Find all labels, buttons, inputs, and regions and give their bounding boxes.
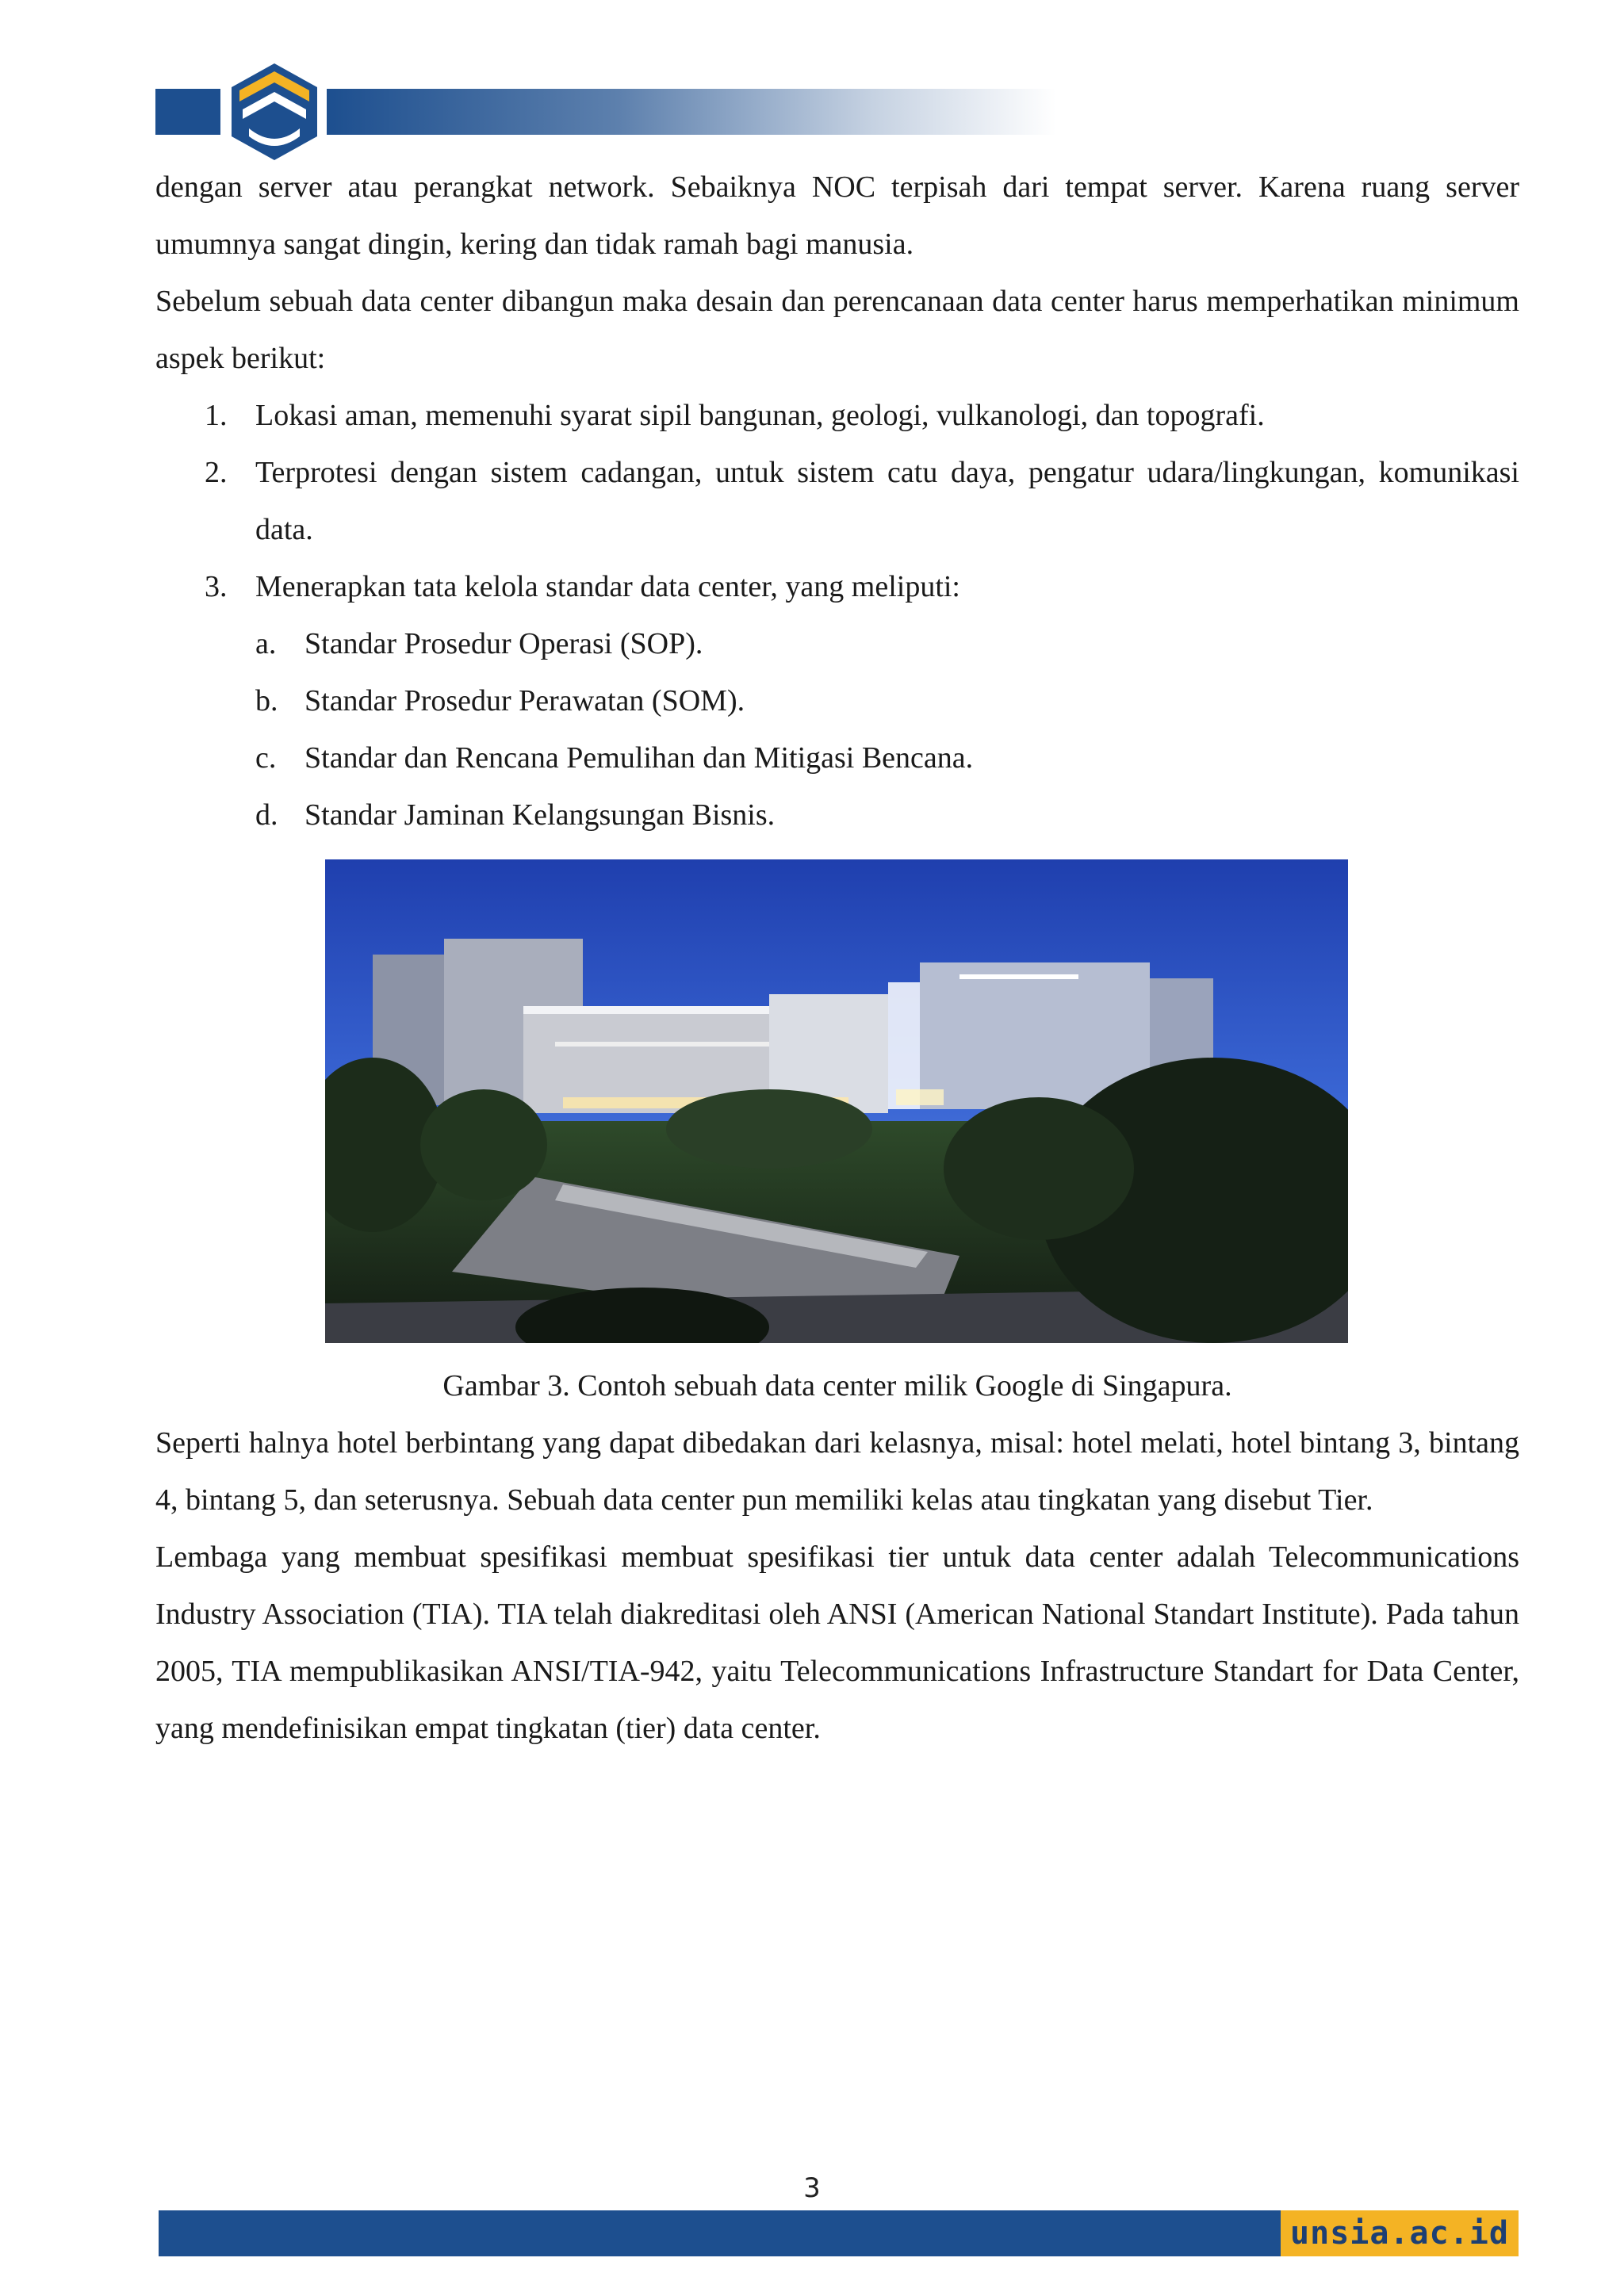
footer-site-label: unsia.ac.id: [1281, 2210, 1519, 2256]
header-square: [155, 89, 220, 135]
list-item-text: Terprotesi dengan sistem cadangan, untuk sistem catu daya, pengatur udara/lingkungan, komunikasi data.: [255, 456, 1519, 546]
paragraph-tier-intro: Seperti halnya hotel berbintang yang dapat dibedakan dari kelasnya, misal: hotel melati, hotel bintang 3, bintang 4, bintang 5, dan seterusnya. Sebuah data center pun memiliki kelas atau tingkatan yang disebut Tier.: [155, 1426, 1519, 1517]
paragraph-design-aspects: Sebelum sebuah data center dibangun maka desain dan perencanaan data center harus memperhatikan minimum aspek berikut:: [155, 285, 1519, 375]
sublist-item: [155, 729, 1519, 786]
paragraph-noc: dengan server atau perangkat network. Sebaiknya NOC terpisah dari tempat server. Karena ruang server umumnya sangat dingin, kering dan tidak ramah bagi manusia.: [155, 170, 1519, 261]
sublist-marker: d.: [255, 798, 278, 832]
list-item-text: Menerapkan tata kelola standar data center, yang meliputi:: [255, 570, 960, 603]
list-marker: 2.: [205, 456, 228, 489]
unsia-logo-icon: [227, 60, 322, 163]
header-gradient-bar: [327, 89, 1056, 135]
data-center-photo: [325, 859, 1348, 1343]
list-item: [155, 387, 1519, 444]
list-item: [155, 558, 1519, 615]
sublist-item-text: Standar Prosedur Operasi (SOP).: [304, 627, 703, 660]
sublist-item-text: Standar Jaminan Kelangsungan Bisnis.: [304, 798, 776, 832]
footer-bar: [159, 2210, 1281, 2256]
sublist-marker: b.: [255, 684, 278, 718]
sublist-marker: a.: [255, 627, 277, 660]
page-header: [155, 60, 1059, 163]
paragraph-tia: Lembaga yang membuat spesifikasi membuat spesifikasi tier untuk data center adalah Telecommunications Industry Association (TIA). TIA telah diakreditasi oleh ANSI (American National Standart Institute). Pada tahun 2005, TIA mempublikasikan ANSI/TIA-942, yaitu Telecommunications Infrastructure Standart for Data Center, yang mendefinisikan empat tingkatan (tier) data center.: [155, 1540, 1519, 1745]
sublist-item: [155, 786, 1519, 844]
list-marker: 3.: [205, 570, 228, 603]
page-number: 3: [803, 2172, 821, 2204]
list-item-text: Lokasi aman, memenuhi syarat sipil bangunan, geologi, vulkanologi, dan topografi.: [255, 399, 1265, 432]
aspect-list: [155, 387, 1519, 615]
sublist-item-text: Standar dan Rencana Pemulihan dan Mitigasi Bencana.: [304, 741, 974, 775]
figure-caption: Gambar 3. Contoh sebuah data center milik Google di Singapura.: [442, 1369, 1232, 1402]
figure: [155, 859, 1519, 1414]
sublist-item: [155, 672, 1519, 729]
list-item: [155, 444, 1519, 558]
list-marker: 1.: [205, 399, 228, 432]
sublist-marker: c.: [255, 741, 277, 775]
document-body: [155, 159, 1519, 1757]
standards-sublist: [155, 615, 1519, 844]
sublist-item-text: Standar Prosedur Perawatan (SOM).: [304, 684, 745, 718]
sublist-item: [155, 615, 1519, 672]
